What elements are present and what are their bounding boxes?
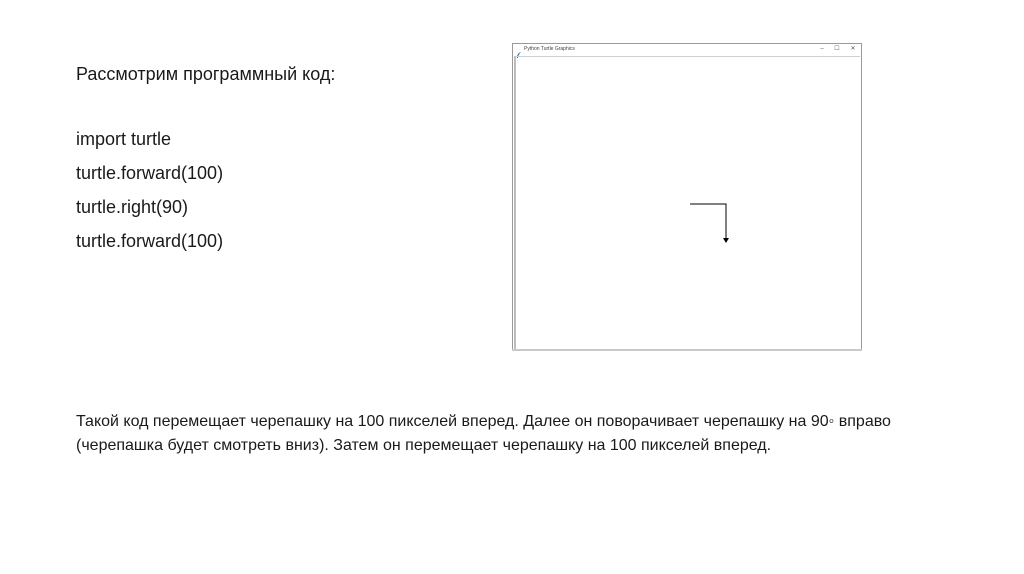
turtle-path: [690, 204, 726, 239]
turtle-graphics-window: [512, 43, 862, 351]
code-block: [76, 127, 223, 263]
code-line: turtle.forward(100): [76, 231, 224, 251]
code-line: turtle.forward(100): [76, 163, 224, 183]
slide-description: Такой код перемещает черепашку на 100 пикселей вперед. Далее он поворачивает черепашку на 90◦ вправо (черепашка будет смотреть вниз). Затем он перемещает черепашку на 100 пикселей вперед.: [76, 413, 891, 454]
close-button[interactable]: ✕: [850, 46, 856, 52]
turtle-drawing: [516, 57, 860, 350]
turtle-canvas: [514, 56, 860, 350]
slide-heading: Рассмотрим программный код:: [76, 64, 336, 84]
feather-icon: [516, 46, 522, 53]
code-line: import turtle: [76, 129, 172, 149]
window-bottom-edge: [512, 349, 862, 351]
maximize-button[interactable]: ☐: [834, 46, 840, 52]
code-line: turtle.right(90): [76, 197, 189, 217]
turtle-cursor: [723, 238, 729, 243]
window-titlebar[interactable]: [513, 44, 861, 55]
minimize-button[interactable]: –: [820, 46, 824, 52]
window-title: Python Turtle Graphics: [524, 46, 575, 52]
